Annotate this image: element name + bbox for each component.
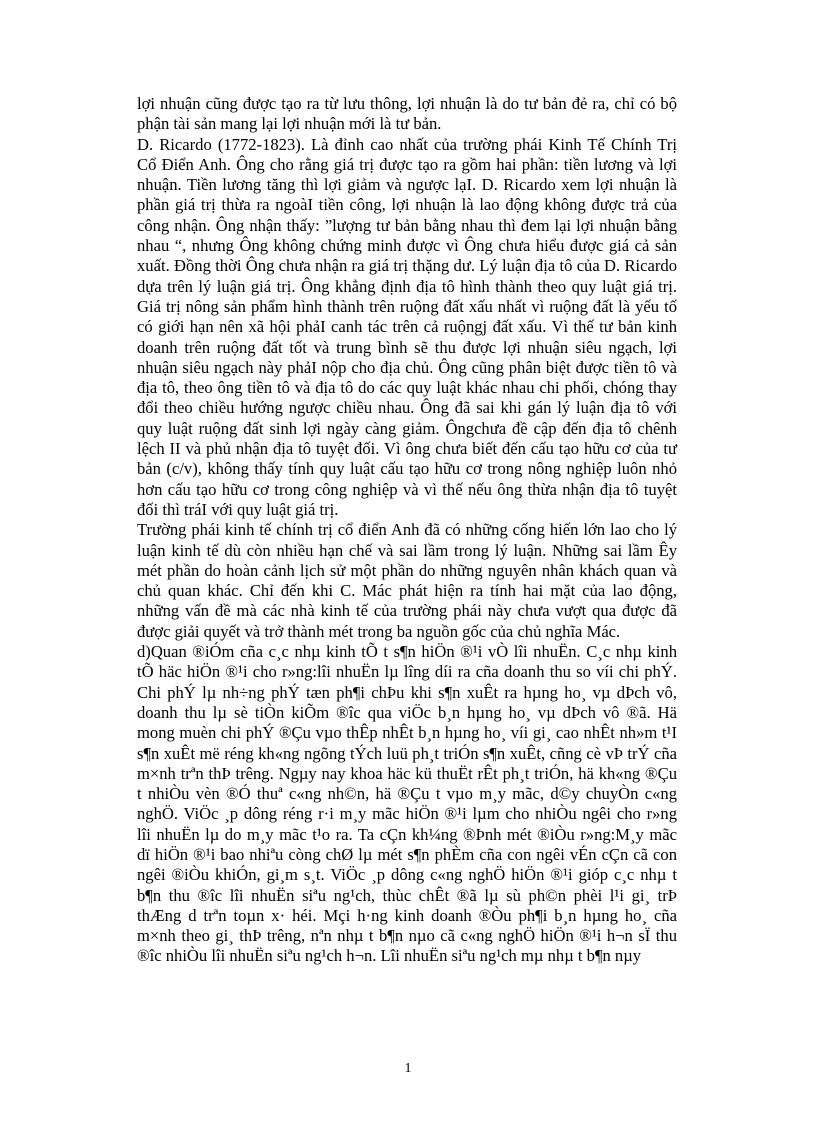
text-line: Chi phÝ lµ nh÷ng phÝ tæn ph¶i chÞu khi s¶n xuÊt ra hµng ho¸ vµ dÞch vô, — [137, 682, 677, 702]
text-line: phần giá trị thừa ra ngoàI tiền công, lợi nhuận là lao động không được trả của — [137, 195, 677, 215]
text-line: đối thì tráI với quy luật giá trị. — [137, 499, 339, 519]
text-line: bản (c/v), không thấy tính quy luật cấu tạo hữu cơ trong nông nghiệp luôn nhỏ — [137, 459, 677, 479]
text-line: Cổ Điển Anh. Ông cho rằng giá trị được tạo ra gồm hai phần: tiền lương và lợi — [137, 154, 677, 174]
text-line: ngêi ®iÒu khiÓn, gi¸m s¸t. ViÖc ¸p dông c«ng nghÖ hiÖn ®¹i gióp c¸c nhµ t — [137, 865, 677, 885]
text-line: có giới hạn nên xã hội phảI canh tác trên cả ruộngj đất xấu. Vì thế tư bản kinh — [137, 317, 677, 337]
text-line: s¶n xuÊt më réng kh«ng ngõng tÝch luü ph¸t triÓn s¶n xuÊt, cñng cè vÞ trÝ cña — [137, 743, 677, 763]
text-line: m×nh theo gi¸ thÞ trêng, nªn nhµ t b¶n nµo cã c«ng nghÖ hiÖn ®¹i h¬n sÏ thu — [137, 926, 677, 946]
text-line: doanh thu lµ sè tiÒn kiÕm ®îc qua viÖc b¸n hµng ho¸ vµ dÞch vô ®ã. Hä — [137, 702, 677, 722]
text-line: lợi nhuận cũng được tạo ra từ lưu thông, lợi nhuận là do tư bản đẻ ra, chỉ có bộ — [137, 94, 677, 113]
text-line: lîi nhuËn lµ do m¸y mãc t¹o ra. Ta cÇn kh¼ng ®Þnh mét ®iÒu r»ng:M¸y mãc — [137, 824, 677, 844]
text-line: nghÖ. ViÖc ¸p dông réng r·i m¸y mãc hiÖn ®¹i lµm cho nhiÒu ngêi cho r»ng — [137, 804, 677, 824]
text-line: Giá trị nông sản phẩm hình thành trên ruộng đất xấu nhất vì ruộng đất là yếu tố — [137, 296, 677, 316]
paragraph-profit-circulation — [137, 94, 677, 135]
text-line: hơn cấu tạo hữu cơ trong công nghiệp và vì thế nếu ông thừa nhận địa tô tuyệt — [137, 479, 677, 499]
paragraph-classical-school — [137, 520, 677, 642]
text-line: Trường phái kinh tế chính trị cổ điển Anh đã có những cống hiến lớn lao cho lý — [137, 520, 677, 540]
text-line: những vấn đề mà các nhà kinh tế của trường phái này chưa vượt qua được đã — [137, 601, 677, 621]
document-body — [137, 94, 677, 967]
text-line: t nhiÒu vèn ®Ó thuª c«ng nh©n, hä ®Çu t vµo m¸y mãc, d©y chuyÒn c«ng — [137, 784, 677, 804]
text-line: mét phần do hoàn cảnh lịch sử một phần do những nguyên nhân khách quan và — [137, 560, 677, 580]
text-line: ®îc nhiÒu lîi nhuËn siªu ng¹ch h¬n. Lîi nhuËn siªu ng¹ch mµ nhµ t b¶n nµy — [137, 946, 642, 966]
text-line: nhuận. Tiền lương tăng thì lợi giảm và ngược lạI. D. Ricardo xem lợi nhuận là — [137, 175, 677, 195]
text-line: xuất. Đồng thời Ông chưa nhận ra giá trị thặng dư. Lý luận địa tô của D. Ricardo — [137, 256, 677, 276]
text-line: thÆng d trªn toµn x· héi. Mçi h·ng kinh doanh ®Òu ph¶i b¸n hµng ho¸ cña — [137, 905, 677, 925]
text-line: dï hiÖn ®¹i bao nhiªu còng chØ lµ mét s¶n phÈm cña con ngêi vÉn cÇn cã con — [137, 844, 677, 864]
paragraph-modern-economists — [137, 642, 677, 967]
text-line: luận kinh tế dù còn nhiều hạn chế và sai lầm trong lý luận. Những sai lầm Êy — [137, 540, 677, 560]
text-line: tÕ häc hiÖn ®¹i cho r»ng:lîi nhuËn lµ lîng díi ra cña doanh thu so víi chi phÝ. — [137, 662, 677, 682]
text-line: b¶n thu ®îc lîi nhuËn siªu ng¹ch, thùc chÊt ®ã lµ sù ph©n phèi l¹i gi¸ trÞ — [137, 885, 677, 905]
text-line: đổi theo chiều hướng ngược chiều nhau. Ông đã sai khi gán lý luận địa tô với — [137, 398, 677, 418]
text-line: m×nh trªn thÞ trêng. Ngµy nay khoa häc kü thuËt rÊt ph¸t triÓn, hä kh«ng ®Çu — [137, 763, 677, 783]
text-line: lệch II và phủ nhận địa tô tuyệt đối. Vì ông chưa biết đến cấu tạo hữu cơ của tư — [137, 439, 677, 459]
text-line: chủ quan khác. Chỉ đến khi C. Mác phát hiện ra tính hai mặt của lao động, — [137, 581, 677, 601]
text-line: nhau “, nhưng Ông không chứng minh được vì Ông chưa hiểu được giá cả sản — [137, 236, 677, 256]
text-line: phận tài sản mang lại lợi nhuận mới là tư bản. — [137, 114, 442, 134]
text-line: d)Quan ®iÓm cña c¸c nhµ kinh tÕ t s¶n hiÖn ®¹i vÒ lîi nhuËn. C¸c nhµ kinh — [137, 642, 677, 662]
text-line: D. Ricardo (1772-1823). Là đỉnh cao nhất của trường phái Kinh Tế Chính Trị — [137, 134, 677, 154]
text-line: công nhận. Ông nhận thấy: ”lượng tư bản bằng nhau thì đem lại lợi nhuận bằng — [137, 215, 677, 235]
text-line: nhuận siêu ngạch này phảI nộp cho địa chủ. Ông cũng phân biệt được tiền tô và — [137, 357, 677, 377]
text-line: địa tô, theo ông tiền tô và địa tô do các quy luật khác nhau chi phối, chóng thay — [137, 378, 677, 398]
text-line: dựa trên lý luận giá trị. Ông khẳng định địa tô hình thành theo quy luật giá trị. — [137, 276, 677, 296]
text-line: quy luật ruộng đất sinh lợi ngày càng giảm. Ôngchưa đề cập đến địa tô chênh — [137, 418, 677, 438]
text-line: được giải quyết và trở thành mét trong ba nguồn gốc của chủ nghĩa Mác. — [137, 621, 621, 641]
text-line: mong muèn chi phÝ ®Çu vµo thÊp nhÊt b¸n hµng ho¸ víi gi¸ cao nhÊt nh»m t¹I — [137, 723, 677, 743]
paragraph-ricardo — [137, 135, 677, 521]
page-number: 1 — [404, 1061, 412, 1076]
text-line: doanh trên ruộng đất tốt và trung bình sẽ thu được lợi nhuận siêu ngạch, lợi — [137, 337, 677, 357]
